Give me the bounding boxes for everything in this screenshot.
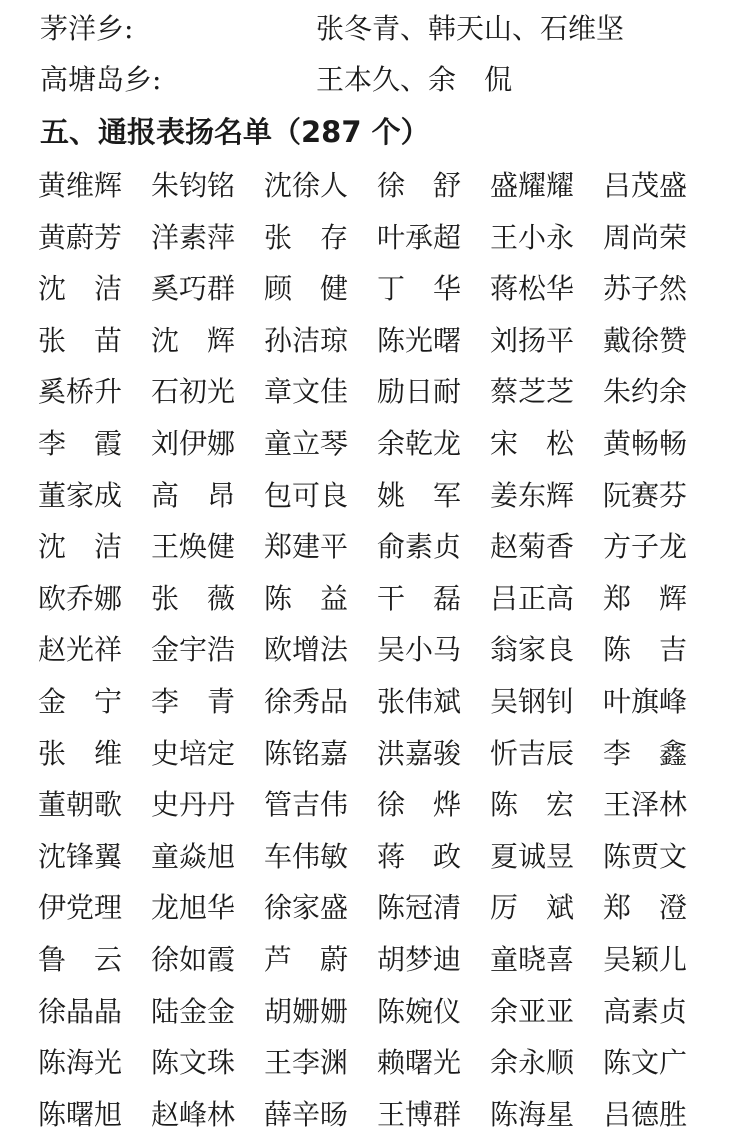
commended-name: 洪嘉骏 xyxy=(377,736,462,770)
commended-name: 蒋 政 xyxy=(377,839,462,873)
commended-name: 王焕健 xyxy=(151,530,236,564)
commended-name: 张 存 xyxy=(264,220,349,254)
commended-name: 蔡芝芝 xyxy=(490,375,575,409)
commended-name: 朱钧铭 xyxy=(151,169,236,202)
commended-name: 干 磊 xyxy=(377,581,462,615)
commended-name: 吕德胜 xyxy=(603,1097,688,1131)
commended-name: 吕正高 xyxy=(490,581,575,615)
commended-name: 陈 宏 xyxy=(490,788,575,822)
commended-name: 李 鑫 xyxy=(603,736,688,770)
commended-name: 余亚亚 xyxy=(490,994,575,1028)
commended-name: 徐如霞 xyxy=(151,942,236,976)
commended-name: 郑建平 xyxy=(264,530,349,564)
commended-name: 励日耐 xyxy=(377,375,462,409)
commended-name: 胡姗姗 xyxy=(264,994,349,1028)
commended-name: 徐 烨 xyxy=(377,788,462,822)
commended-name: 陈海光 xyxy=(38,1046,123,1080)
commended-name: 石初光 xyxy=(151,375,236,409)
commended-name: 叶承超 xyxy=(377,220,462,254)
commended-name: 朱约余 xyxy=(603,375,688,409)
commended-name: 车伟敏 xyxy=(264,839,349,873)
commended-name: 李 霞 xyxy=(38,426,123,460)
commended-name: 沈 洁 xyxy=(38,530,123,564)
commended-name: 徐 舒 xyxy=(377,169,462,202)
commended-name: 陈婉仪 xyxy=(377,994,462,1028)
commended-name: 鲁 云 xyxy=(38,942,123,976)
commended-name: 李 青 xyxy=(151,684,236,718)
commended-name: 龙旭华 xyxy=(151,891,236,925)
commended-name: 陈铭嘉 xyxy=(264,736,349,770)
commended-name: 方子龙 xyxy=(603,530,688,564)
commended-name: 沈 辉 xyxy=(151,323,236,357)
commended-name: 奚桥升 xyxy=(38,375,123,409)
commended-name: 童立琴 xyxy=(264,426,349,460)
commended-name: 厉 斌 xyxy=(490,891,575,925)
commended-name: 陈光曙 xyxy=(377,323,462,357)
commended-name: 董朝歌 xyxy=(38,788,123,822)
township-people: 张冬青、韩天山、石维坚 xyxy=(316,12,625,45)
commended-name: 沈锋翼 xyxy=(38,839,123,873)
commended-name: 黄畅畅 xyxy=(603,426,688,460)
commended-name: 刘扬平 xyxy=(490,323,575,357)
commended-name: 胡梦迪 xyxy=(377,942,462,976)
commended-name: 陈曙旭 xyxy=(38,1097,123,1131)
commended-name: 黄维辉 xyxy=(38,169,123,202)
commended-name: 陈贾文 xyxy=(603,839,688,873)
commended-name: 赵峰林 xyxy=(151,1097,236,1131)
commended-name: 俞素贞 xyxy=(377,530,462,564)
commended-name: 叶旗峰 xyxy=(603,684,688,718)
commended-name: 欧增法 xyxy=(264,633,349,667)
commended-name: 章文佳 xyxy=(264,375,349,409)
commended-name: 洋素萍 xyxy=(151,220,236,254)
commended-name: 余乾龙 xyxy=(377,426,462,460)
commended-name: 陈海星 xyxy=(490,1097,575,1131)
commended-name: 陆金金 xyxy=(151,994,236,1028)
commended-name: 夏诚昱 xyxy=(490,839,575,873)
commended-name: 张 苗 xyxy=(38,323,123,357)
commended-name: 陈 吉 xyxy=(603,633,688,667)
commended-name: 奚巧群 xyxy=(151,272,236,306)
commended-name: 宋 松 xyxy=(490,426,575,460)
commended-name: 张 维 xyxy=(38,736,123,770)
commendation-name-grid xyxy=(38,160,718,1140)
commended-name: 刘伊娜 xyxy=(151,426,236,460)
commended-name: 盛耀耀 xyxy=(490,169,575,202)
commended-name: 张 薇 xyxy=(151,581,236,615)
commended-name: 郑 辉 xyxy=(603,581,688,615)
commended-name: 赖曙光 xyxy=(377,1046,462,1080)
commended-name: 芦 蔚 xyxy=(264,942,349,976)
commended-name: 高 昂 xyxy=(151,478,236,512)
commended-name: 董家成 xyxy=(38,478,123,512)
commended-name: 童晓喜 xyxy=(490,942,575,976)
commended-name: 薛辛旸 xyxy=(264,1097,349,1131)
commended-name: 黄蔚芳 xyxy=(38,220,123,254)
commended-name: 包可良 xyxy=(264,478,349,512)
commended-name: 沈 洁 xyxy=(38,272,123,306)
commended-name: 戴徐赞 xyxy=(603,323,688,357)
commended-name: 王小永 xyxy=(490,220,575,254)
township-name: 高塘岛乡: xyxy=(40,63,162,96)
commended-name: 徐家盛 xyxy=(264,891,349,925)
township-name: 茅洋乡: xyxy=(40,12,134,45)
township-people: 王本久、余 侃 xyxy=(316,63,513,96)
commended-name: 陈文广 xyxy=(603,1046,688,1080)
commended-name: 郑 澄 xyxy=(603,891,688,925)
commended-name: 蒋松华 xyxy=(490,272,575,306)
commended-name: 周尚荣 xyxy=(603,220,688,254)
commended-name: 张伟斌 xyxy=(377,684,462,718)
commended-name: 王李渊 xyxy=(264,1046,349,1080)
commended-name: 管吉伟 xyxy=(264,788,349,822)
section-heading: 五、通报表扬名单（287 个） xyxy=(40,115,430,149)
commended-name: 金宇浩 xyxy=(151,633,236,667)
commended-name: 翁家良 xyxy=(490,633,575,667)
commended-name: 姚 军 xyxy=(377,478,462,512)
commended-name: 童焱旭 xyxy=(151,839,236,873)
commended-name: 姜东辉 xyxy=(490,478,575,512)
commended-name: 史培定 xyxy=(151,736,236,770)
commended-name: 陈冠清 xyxy=(377,891,462,925)
commended-name: 吴钢钊 xyxy=(490,684,575,718)
commended-name: 伊党理 xyxy=(38,891,123,925)
commended-name: 苏子然 xyxy=(603,272,688,306)
commended-name: 王博群 xyxy=(377,1097,462,1131)
commended-name: 欧乔娜 xyxy=(38,581,123,615)
commended-name: 赵光祥 xyxy=(38,633,123,667)
commended-name: 阮赛芬 xyxy=(603,478,688,512)
commended-name: 吴颖儿 xyxy=(603,942,688,976)
commended-name: 陈文珠 xyxy=(151,1046,236,1080)
commended-name: 孙洁琼 xyxy=(264,323,349,357)
commended-name: 王泽林 xyxy=(603,788,688,822)
commended-name: 徐秀品 xyxy=(264,684,349,718)
commended-name: 吴小马 xyxy=(377,633,462,667)
commended-name: 高素贞 xyxy=(603,994,688,1028)
commended-name: 金 宁 xyxy=(38,684,123,718)
commended-name: 史丹丹 xyxy=(151,788,236,822)
commended-name: 沈徐人 xyxy=(264,169,349,202)
commended-name: 赵菊香 xyxy=(490,530,575,564)
commended-name: 吕茂盛 xyxy=(603,169,688,202)
commended-name: 余永顺 xyxy=(490,1046,575,1080)
commended-name: 忻吉辰 xyxy=(490,736,575,770)
commended-name: 陈 益 xyxy=(264,581,349,615)
commended-name: 丁 华 xyxy=(377,272,462,306)
commended-name: 徐晶晶 xyxy=(38,994,123,1028)
commended-name: 顾 健 xyxy=(264,272,349,306)
